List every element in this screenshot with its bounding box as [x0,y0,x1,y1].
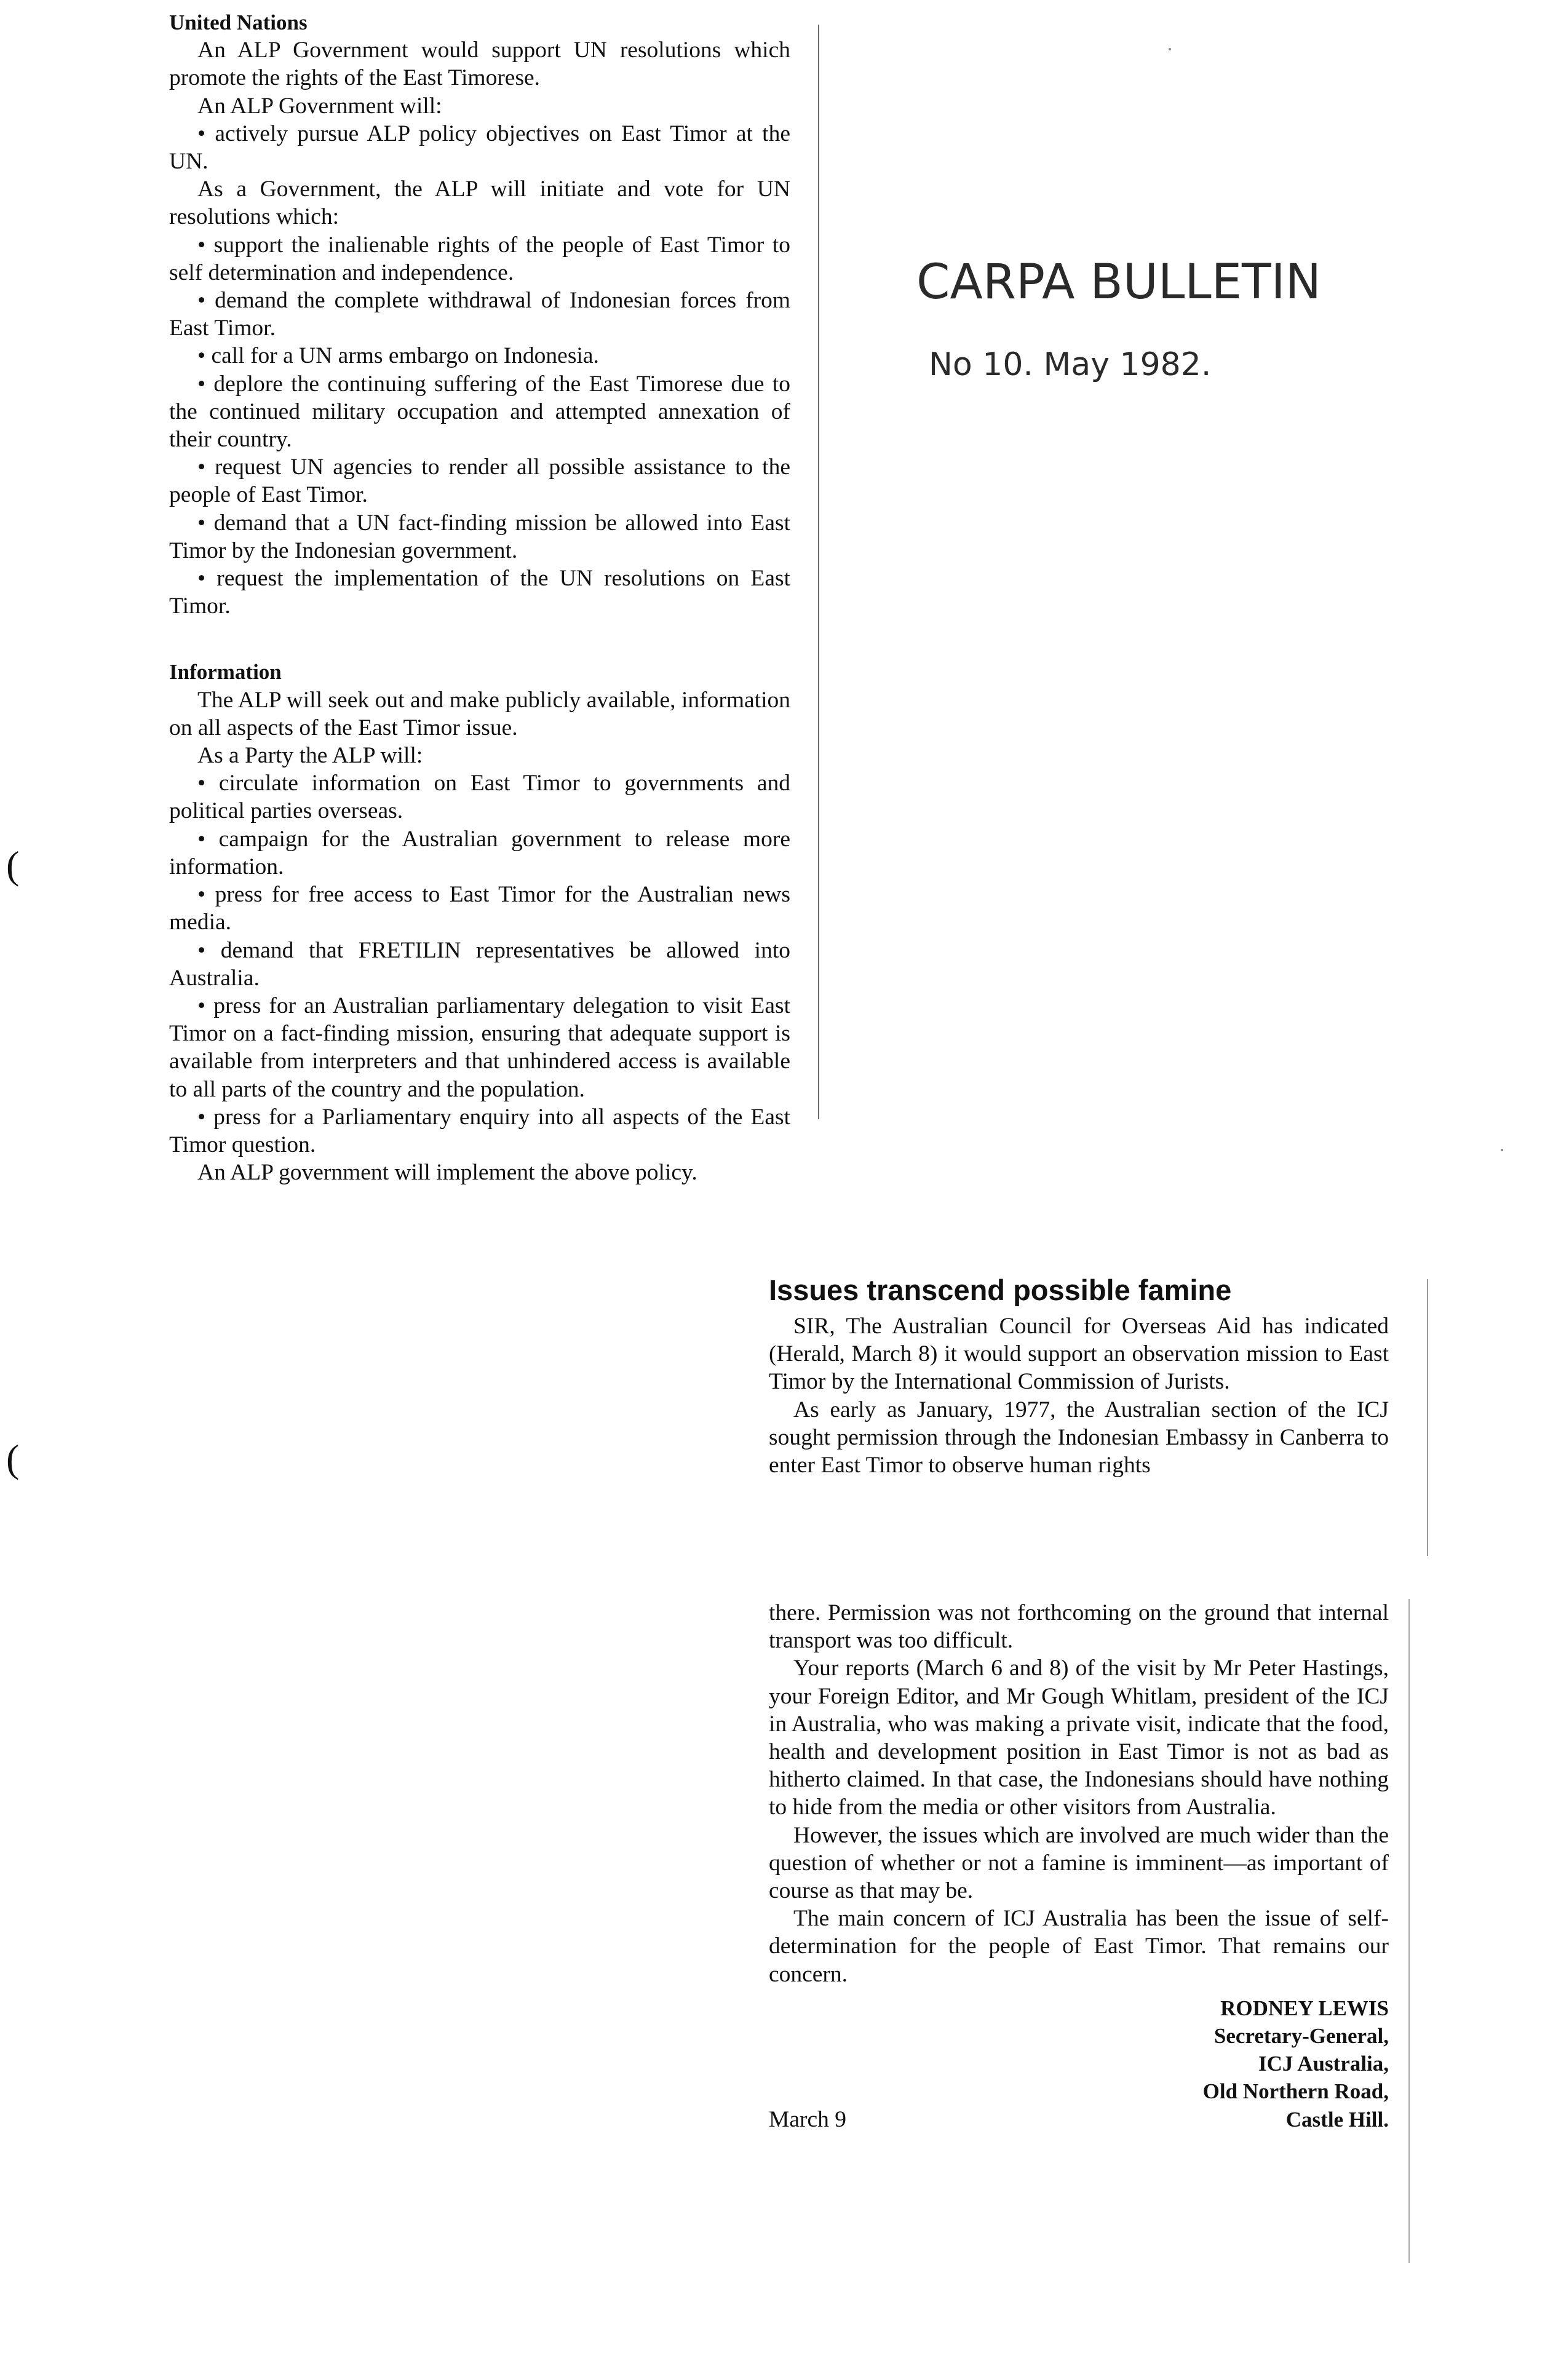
column-rule [1427,1279,1428,1556]
un-resolution-bullet: • support the inalienable rights of the people of East Timor to self determination and independence. [169,232,790,285]
annotation-line-1: CARPA BULLETIN [916,255,1322,310]
un-intro: An ALP Government would support UN resolutions which promote the rights of the East Timorese. [169,38,790,91]
signature-org: ICJ Australia, [1258,2052,1389,2076]
closing-statement: An ALP government will implement the above policy. [197,1160,697,1186]
info-bullet: • campaign for the Australian government to release more information. [169,826,790,879]
letter-bottom-block [769,1599,1389,2133]
speck [1169,48,1171,50]
signature-suburb: Castle Hill. [1285,2107,1389,2132]
info-bullet: • press for an Australian parliamentary delegation to visit East Timor on a fact-finding mission, ensuring that adequate support is available from interpreters and that unhindered access is available to all parts of the country and the population. [169,993,790,1102]
column-rule [1408,1599,1410,2263]
info-bullet: • demand that FRETILIN representatives be allowed into Australia. [169,937,790,991]
letter-paragraph: However, the issues which are involved are much wider than the question of whether or not a famine is imminent—as important of course as that may be. [769,1822,1389,1904]
margin-mark: ( [6,1437,20,1480]
letter-paragraph: As early as January, 1977, the Australian section of the ICJ sought permission through the Indonesian Embassy in Canberra to enter East Timor to observe human rights [769,1397,1389,1478]
letter-paragraph: SIR, The Australian Council for Overseas Aid has indicated (Herald, March 8) it would support an observation mission to East Timor by the International Commission of Jurists. [769,1314,1389,1395]
info-bullet: • press for a Parliamentary enquiry into all aspects of the East Timor question. [169,1104,790,1157]
annotation-line-2: No 10. May 1982. [929,346,1212,383]
signature-title: Secretary-General, [1213,2024,1389,2049]
section-gap [169,620,790,658]
info-bullet: • press for free access to East Timor for the Australian news media. [169,882,790,935]
signature [769,1994,1389,2133]
info-party: As a Party the ALP will: [197,743,423,769]
un-resolution-bullet: • deplore the continuing suffering of the East Timorese due to the continued military occupation and attempted annexation of their country. [169,371,790,453]
letter-date: March 9 [769,2106,846,2132]
heading-information: Information [169,660,282,684]
signature-name: RODNEY LEWIS [1220,1996,1389,2020]
column-rule [818,25,819,1119]
signature-street: Old Northern Road, [1202,2079,1389,2104]
letter-paragraph: The main concern of ICJ Australia has been the issue of self-determination for the people of East Timor. That remains our concern. [769,1906,1389,1987]
un-resolution-bullet: • request the implementation of the UN resolutions on East Timor. [169,566,790,619]
handwritten-annotation [916,246,1347,406]
un-as-government: As a Government, the ALP will initiate and vote for UN resolutions which: [169,177,790,230]
un-bullet: • actively pursue ALP policy objectives on East Timor at the UN. [169,121,790,175]
policy-column [169,9,790,1186]
info-intro: The ALP will seek out and make publicly available, information on all aspects of the East Timor issue. [169,687,790,740]
letter-top-block [769,1272,1389,1479]
letter-paragraph: Your reports (March 6 and 8) of the visit by Mr Peter Hastings, your Foreign Editor, and Mr Gough Whitlam, president of the ICJ in Australia, who was making a private visit, indicate that the food, health and development position in East Timor is not as bad as hitherto claimed. In that case, the Indonesians should have nothing to hide from the media or other visitors from Australia. [769,1656,1389,1820]
un-will: An ALP Government will: [197,93,442,119]
letter-title: Issues transcend possible famine [769,1274,1232,1306]
un-resolution-bullet: • call for a UN arms embargo on Indonesia. [197,343,599,369]
letter-paragraph: there. Permission was not forthcoming on the ground that internal transport was too difficult. [769,1600,1389,1654]
margin-mark: ( [6,843,20,887]
un-resolution-bullet: • demand the complete withdrawal of Indonesian forces from East Timor. [169,288,790,341]
info-bullet: • circulate information on East Timor to governments and political parties overseas. [169,771,790,824]
un-resolution-bullet: • request UN agencies to render all possible assistance to the people of East Timor. [169,454,790,508]
signature-block [769,1994,1389,2133]
un-resolution-bullet: • demand that a UN fact-finding mission be allowed into East Timor by the Indonesian government. [169,510,790,563]
heading-united-nations: United Nations [169,10,308,34]
speck [1501,1149,1503,1151]
